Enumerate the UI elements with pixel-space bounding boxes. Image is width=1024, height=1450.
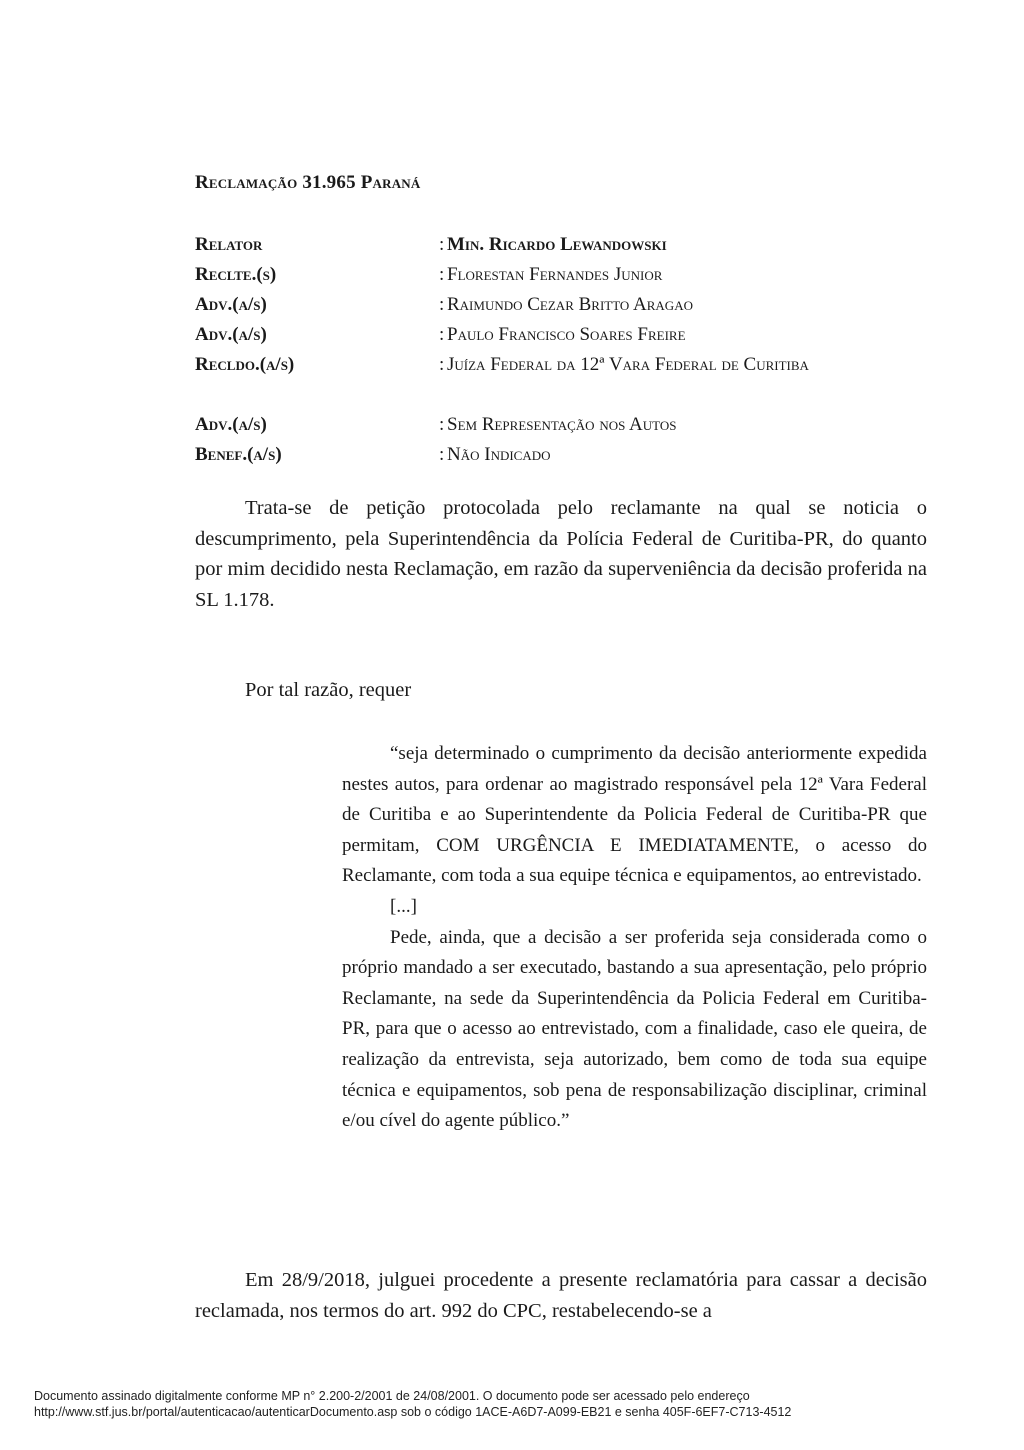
party-label: Adv.(a/s) bbox=[195, 414, 267, 435]
document-title: Reclamação 31.965 Paraná bbox=[195, 172, 421, 193]
party-row-reclamado bbox=[195, 350, 927, 410]
party-value: Min. Ricardo Lewandowski bbox=[447, 234, 667, 255]
party-row-reclamante bbox=[195, 260, 927, 290]
quote-paragraph-2: Pede, ainda, que a decisão a ser proferida seja considerada como o próprio mandado a ser executado, bastando a sua apresentação, pelo próprio Reclamante, na sede da Superintendência da Policia Federal em Curitiba-PR, para que o acesso ao entrevistado, com a finalidade, caso ele queira, de realização da entrevista, seja autorizado, bem como de toda sua equipe técnica e equipamentos, sob pena de responsabilização disciplinar, criminal e/ou cível do agente público.” bbox=[342, 926, 927, 1132]
digital-signature-footer bbox=[34, 1388, 791, 1420]
paragraph-intro: Trata-se de petição protocolada pelo reclamante na qual se noticia o descumprimento, pela Superintendência da Polícia Federal de Curitiba-PR, do quanto por mim decidido nesta Reclamação, em razão da superveniência da decisão proferida na SL 1.178. bbox=[195, 497, 927, 611]
party-label: Adv.(a/s) bbox=[195, 324, 267, 345]
party-value: Raimundo Cezar Britto Aragao bbox=[447, 294, 693, 315]
footer-line-1: Documento assinado digitalmente conforme MP n° 2.200-2/2001 de 24/08/2001. O documento pode ser acessado pelo endereço bbox=[34, 1389, 750, 1403]
party-colon: : bbox=[439, 264, 445, 285]
quote-ellipsis: [...] bbox=[390, 895, 417, 917]
party-row-advogado-2 bbox=[195, 320, 927, 350]
party-label: Reclte.(s) bbox=[195, 264, 277, 285]
paragraph-judgment: Em 28/9/2018, julguei procedente a presente reclamatória para cassar a decisão reclamada, nos termos do art. 992 do CPC, restabelecendo-se a bbox=[195, 1269, 927, 1322]
party-value: Não Indicado bbox=[447, 444, 551, 465]
quote-paragraph-1: “seja determinado o cumprimento da decisão anteriormente expedida nestes autos, para ordenar ao magistrado responsável pela 12ª Vara Federal de Curitiba e ao Superintendente da Policia Federal de Curitiba-PR que permitam, COM URGÊNCIA E IMEDIATAMENTE, o acesso do Reclamante, com toda a sua equipe técnica e equipamentos, ao entrevistado. bbox=[342, 743, 927, 887]
party-value: Paulo Francisco Soares Freire bbox=[447, 324, 686, 345]
party-value: Florestan Fernandes Junior bbox=[447, 264, 663, 285]
party-colon: : bbox=[439, 234, 445, 255]
paragraph-request: Por tal razão, requer bbox=[245, 679, 412, 701]
party-label: Relator bbox=[195, 234, 263, 255]
footer-line-2: http://www.stf.jus.br/portal/autenticacao/autenticarDocumento.asp sob o código 1ACE-A6D7-A099-EB21 e senha 405F-6EF7-C713-4512 bbox=[34, 1405, 792, 1419]
party-colon: : bbox=[439, 354, 445, 375]
party-value: Sem Representação nos Autos bbox=[447, 414, 677, 435]
party-label: Benef.(a/s) bbox=[195, 444, 282, 465]
party-colon: : bbox=[439, 324, 445, 345]
party-row-relator bbox=[195, 230, 927, 260]
party-value: Juíza Federal da 12ª Vara Federal de Curitiba bbox=[447, 354, 809, 375]
party-colon: : bbox=[439, 414, 445, 435]
party-row-beneficiario bbox=[195, 440, 927, 470]
parties-block bbox=[195, 230, 927, 470]
party-colon: : bbox=[439, 444, 445, 465]
party-colon: : bbox=[439, 294, 445, 315]
block-quote bbox=[342, 739, 927, 1137]
party-row-advogado-3 bbox=[195, 410, 927, 440]
party-row-advogado-1 bbox=[195, 290, 927, 320]
party-label: Adv.(a/s) bbox=[195, 294, 267, 315]
party-label: Recldo.(a/s) bbox=[195, 354, 295, 375]
